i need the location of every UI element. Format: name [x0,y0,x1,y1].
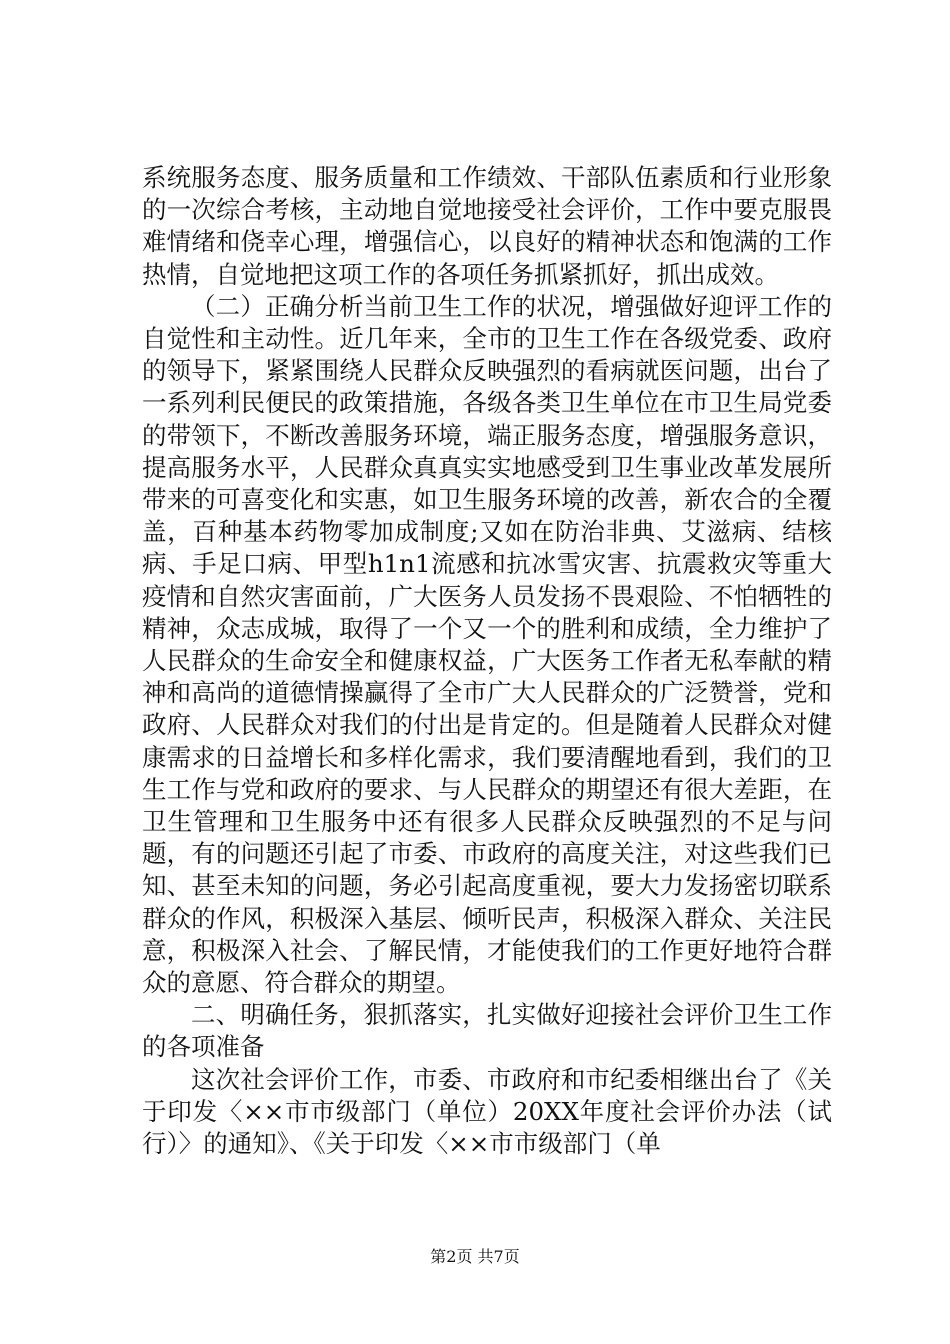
section-heading-2: 二、明确任务，狠抓落实，扎实做好迎接社会评价卫生工作的各项准备 [142,1000,832,1062]
document-body [142,162,832,1160]
paragraph-continued: 系统服务态度、服务质量和工作绩效、干部队伍素质和行业形象的一次综合考核，主动地自觉地接受社会评价，工作中要克服畏难情绪和侥幸心理，增强信心，以良好的精神状态和饱满的工作热情，自觉地把这项工作的各项任务抓紧抓好，抓出成效。 [142,163,832,289]
paragraph-evaluation: 这次社会评价工作，市委、市政府和市纪委相继出台了《关于印发〈××市市级部门（单位）20XX年度社会评价办法（试行）〉的通知》、《关于印发〈××市市级部门（单 [142,1064,832,1159]
page-number-footer: 第2页 共7页 [430,1247,520,1266]
paragraph-section-2: （二）正确分析当前卫生工作的状况，增强做好迎评工作的自觉性和主动性。近几年来，全市的卫生工作在各级党委、政府的领导下，紧紧围绕人民群众反映强烈的看病就医问题，出台了一系列利民便民的政策措施，各级各类卫生单位在市卫生局党委的带领下，不断改善服务环境，端正服务态度，增强服务意识，提高服务水平，人民群众真真实实地感受到卫生事业改革发展所带来的可喜变化和实惠，如卫生服务环境的改善，新农合的全覆盖，百种基本药物零加成制度;又如在防治非典、艾滋病、结核病、手足口病、甲型h1n1流感和抗冰雪灾害、抗震救灾等重大疫情和自然灾害面前，广大医务人员发扬不畏艰险、不怕牺牲的精神，众志成城，取得了一个又一个的胜利和成绩，全力维护了人民群众的生命安全和健康权益，广大医务工作者无私奉献的精神和高尚的道德情操赢得了全市广大人民群众的广泛赞誉，党和政府、人民群众对我们的付出是肯定的。但是随着人民群众对健康需求的日益增长和多样化需求，我们要清醒地看到，我们的卫生工作与党和政府的要求、与人民群众的期望还有很大差距，在卫生管理和卫生服务中还有很多人民群众反映强烈的不足与问题，有的问题还引起了市委、市政府的高度关注，对这些我们已知、甚至未知的问题，务必引起高度重视，要大力发扬密切联系群众的作风，积极深入基层、倾听民声，积极深入群众、关注民意，积极深入社会、了解民情，才能使我们的工作更好地符合群众的意愿、符合群众的期望。 [142,291,832,998]
